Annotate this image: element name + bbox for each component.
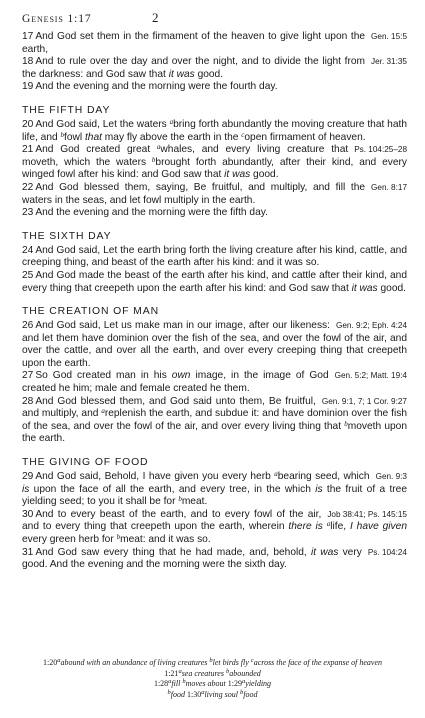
verse-text: And God made the beast of the earth after his kind, and cattle after their kind, and every thing that creepeth upon the earth after his kind: and God saw that: [22, 269, 407, 294]
footnote-marker: b: [240, 688, 244, 696]
footnote-reference: 1:28: [153, 679, 169, 688]
verse: [22, 182, 407, 207]
supplied-word: it was: [224, 169, 251, 181]
footnote-line: [30, 679, 395, 690]
footnote-marker: a: [168, 678, 172, 685]
footnote-marker: a: [101, 407, 105, 416]
section-heading: THE SIXTH DAY: [22, 230, 112, 242]
verse: [22, 56, 407, 81]
cross-reference: Gen. 9:1, 7; 1 Cor. 9:27: [321, 396, 407, 406]
section-heading: THE FIFTH DAY: [22, 104, 111, 116]
verse-number: 29: [22, 471, 34, 483]
verse-text: good.: [194, 68, 224, 80]
verse: [22, 81, 407, 94]
verse-text: And God created great: [35, 144, 157, 156]
footnote-marker: a: [178, 667, 182, 675]
verse-text: And God said, Let the waters: [35, 118, 170, 130]
verse-text: every green herb for: [22, 534, 117, 545]
running-head: [22, 10, 407, 28]
footnote-marker: b: [116, 533, 121, 541]
verse: [22, 207, 407, 220]
verse-text: And God said, Let us make man in our image, after our likeness: and let them have dominion over the fish of the sea, and over the fowl of the air, and over the cattle, and over all the earth, and over every creeping thing that creepeth upon the earth.: [22, 320, 407, 369]
cross-reference: Gen. 5:2; Matt. 19:4: [334, 371, 407, 381]
footnote-marker: a: [57, 657, 61, 664]
verse: [22, 471, 407, 509]
verse-text: fill: [171, 679, 183, 688]
verse-text: abounded: [229, 668, 261, 678]
footnote-marker: c: [250, 657, 254, 664]
footnote-marker: b: [60, 130, 65, 139]
verse-number: 18: [22, 56, 34, 68]
verse-text: meat: and it was so.: [120, 534, 211, 545]
supplied-word: it was: [310, 546, 339, 558]
verse-text: good.: [250, 169, 279, 181]
running-head-reference: Genesis 1:17: [22, 13, 92, 25]
verse-text: good.: [377, 282, 406, 294]
verse-number: 23: [22, 207, 34, 219]
verse-number: 20: [22, 118, 34, 130]
verse-text: moves about: [185, 679, 228, 688]
cross-reference: Ps. 104:24: [367, 547, 407, 557]
verse-text: image, in the image of God created he him; male and female created he them.: [22, 370, 329, 395]
verse-number: 17: [22, 31, 34, 42]
verse: [22, 396, 407, 446]
verse-text: sea creatures: [181, 668, 226, 678]
verse-text: may fly above the earth in the: [101, 131, 242, 143]
footnote-marker: a: [326, 520, 331, 529]
verse: [22, 509, 407, 547]
verse-text: open firmament of heaven.: [244, 131, 366, 143]
footnote-marker: b: [182, 678, 186, 685]
footnote-marker: a: [274, 470, 278, 479]
footnote-line: [30, 658, 395, 679]
footnote-marker: b: [167, 688, 171, 696]
verse: [22, 31, 407, 56]
section: [22, 31, 407, 94]
section: [22, 306, 407, 446]
verse-text: replenish the earth, and subdue it: and have dominion over the fish of the sea, and over the fowl of the air, and over every living thing that: [22, 408, 407, 432]
cross-reference: Gen. 9:3: [375, 472, 407, 482]
footnote-reference: 1:30: [186, 689, 202, 699]
footnotes: [30, 658, 395, 700]
verse-text: So God created man in his: [35, 370, 172, 382]
section-heading: THE CREATION OF MAN: [22, 306, 159, 318]
verse-text: And the evening and the morning were the fourth day.: [35, 81, 278, 93]
verse-text: And to rule over the day and over the night, and to divide the light from the darkness: and God saw that: [22, 56, 366, 80]
verse-text: upon the face of all the earth, and every tree, in the which: [29, 483, 316, 495]
verse-number: 26: [22, 320, 34, 332]
footnote-reference: 1:21: [164, 668, 179, 678]
cross-reference: Gen. 8:17: [371, 182, 407, 192]
verse-number: 31: [22, 546, 34, 558]
verse-number: 22: [22, 181, 34, 193]
verse: [22, 547, 407, 572]
verse-text: brought forth abundantly, after their kind, and every winged fowl after his kind: and God saw that: [22, 156, 407, 181]
section: [22, 231, 407, 295]
verse-text: bring forth abundantly the moving creature that hath life, and: [22, 118, 407, 143]
section-heading: THE GIVING OF FOOD: [22, 457, 149, 469]
verse-text: And to every beast of the earth, and to every fowl of the air, and to every thing that creepeth upon the earth, wherein: [22, 508, 322, 533]
verse: [22, 370, 407, 395]
verse-text: food: [243, 689, 258, 699]
verse-number: 24: [22, 244, 34, 256]
footnote-marker: a: [242, 678, 246, 685]
verse-text: moveth upon the earth.: [22, 420, 407, 445]
supplied-word: it was: [351, 282, 378, 294]
verse: [22, 270, 407, 295]
cross-reference: Jer. 31:35: [371, 57, 407, 67]
verse-text: And God saw every thing that he had made, and, behold,: [35, 546, 311, 558]
footnote-marker: a: [169, 117, 174, 126]
verse-text: the fruit of a tree yielding seed; to you it shall be for: [22, 483, 408, 508]
footnote-marker: a: [156, 143, 161, 152]
footnote-marker: b: [344, 419, 348, 428]
footnote-marker: b: [178, 495, 182, 504]
supplied-word: own: [171, 370, 191, 382]
verse-text: food: [170, 689, 187, 699]
verse-number: 28: [22, 395, 34, 407]
verse-text: living soul: [204, 689, 241, 699]
footnote-reference: 1:29: [227, 679, 243, 688]
supplied-word: that: [84, 131, 102, 143]
footnote-marker: b: [209, 657, 213, 664]
footnote-line: [30, 690, 395, 701]
verse-text: abound with an abundance of living creatures: [60, 658, 210, 667]
section: [22, 105, 407, 220]
verse-text: And the evening and the morning were the fifth day.: [35, 207, 268, 219]
supplied-word: it was: [168, 68, 195, 80]
cross-reference: Gen. 15:5: [371, 32, 407, 41]
footnote-marker: c: [241, 130, 245, 139]
verse-text: let birds fly: [212, 658, 251, 667]
supplied-word: is: [22, 483, 30, 495]
verse: [22, 320, 407, 370]
verse-text: yielding: [245, 679, 272, 688]
verse-text: bearing seed, which: [277, 471, 370, 483]
supplied-word: there is: [288, 521, 323, 533]
verse-text: And God set them in the firmament of the heaven to give light upon the earth,: [22, 31, 366, 55]
verse-number: 30: [22, 508, 34, 520]
verse-text: And God blessed them, and God said unto them, Be fruitful, and multiply, and: [22, 395, 316, 420]
section: [22, 457, 407, 572]
supplied-word: is: [315, 483, 323, 495]
cross-reference: Gen. 9:2; Eph. 4:24: [335, 321, 407, 331]
footnote-marker: a: [201, 688, 205, 696]
supplied-word: I have given: [349, 521, 407, 533]
verse-number: 25: [22, 269, 34, 281]
page-number: 2: [152, 10, 159, 25]
verse-text: very good. And the evening and the morning were the sixth day.: [22, 546, 362, 571]
footnote-reference: 1:20: [42, 658, 58, 667]
verse-text: And God said, Behold, I have given you every herb: [35, 471, 275, 483]
verse-text: life,: [330, 521, 350, 533]
verse-text: meat.: [181, 496, 208, 508]
verse-text: And God blessed them, saying, Be fruitful, and multiply, and fill the waters in the seas, and let fowl multiply in the earth.: [22, 181, 366, 206]
verse-number: 27: [22, 370, 34, 382]
verse: [22, 119, 407, 144]
verse: [22, 144, 407, 182]
cross-reference: Job 38:41; Ps. 145:15: [327, 509, 407, 519]
verse: [22, 245, 407, 270]
scripture-text: [22, 31, 407, 572]
verse-text: across the face of the expanse of heaven: [253, 658, 383, 667]
verse-number: 19: [22, 81, 34, 93]
cross-reference: Ps. 104:25–28: [354, 145, 407, 155]
footnote-marker: b: [225, 667, 230, 675]
verse-number: 21: [22, 144, 34, 156]
footnote-marker: b: [151, 155, 156, 164]
verse-text: And God said, Let the earth bring forth the living creature after his kind, cattle, and creeping thing, and beast of the earth after his kind: and it was so.: [22, 244, 407, 269]
verse-text: whales, and every living creature that moveth, which the waters: [22, 144, 349, 168]
verse-text: fowl: [64, 131, 85, 143]
